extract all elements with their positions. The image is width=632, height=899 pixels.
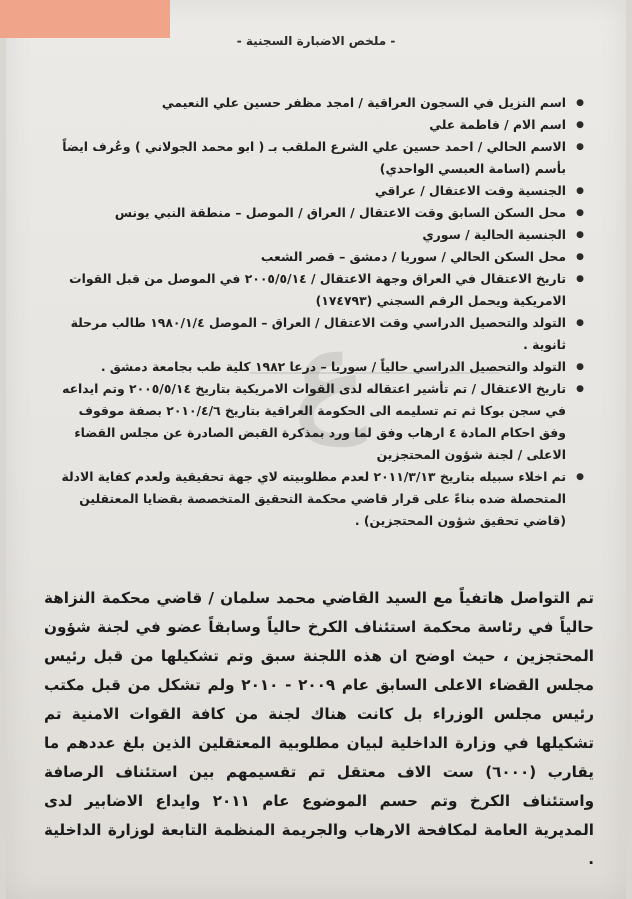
list-item-release: ● تم اخلاء سبيله بتاريخ ٢٠١١/٣/١٣ لعدم مطلوبيته لاي جهة تحقيقية ولعدم كفاية الادلة المتحصلة ضده بناءً على قرار قاضي محكمة التحقيق المتخصصة بقضايا المعتقلين (قاضي تحقيق شؤون المحتجزين) . [48, 466, 584, 532]
list-item-mother-name: ● اسم الام / فاطمة علي [48, 114, 584, 136]
document-title: - ملخص الاضبارة السجنية - [236, 34, 396, 48]
watermark-logo: ع [294, 304, 366, 445]
list-item-birth-at-arrest: ● التولد والتحصيل الدراسي وقت الاعتقال / العراق – الموصل ١٩٨٠/١/٤ طالب مرحلة ثانوية . [48, 312, 584, 356]
list-item-detention-history: ● تاريخ الاعتقال / تم تأشير اعتقاله لدى القوات الامريكية بتاريخ ٢٠٠٥/٥/١٤ وتم ايداعه في سجن بوكا ثم تم تسليمه الى الحكومة العراقية بتاريخ ٢٠١٠/٤/٦ بصفة موقوف وفق احكام المادة ٤ ارهاب وفق لما ورد بمذكرة القبض الصادرة عن مجلس القضاء الاعلى / لجنة شؤون المحتجزين [48, 378, 584, 466]
list-item-birth-current: ● التولد والتحصيل الدراسي حالياً / سوريا – درعا ١٩٨٢ كلية طب بجامعة دمشق . [48, 356, 584, 378]
list-item-nationality-at-arrest: ● الجنسية وقت الاعتقال / عراقي [48, 180, 584, 202]
list-item-current-residence: ● محل السكن الحالي / سوريا / دمشق – قصر الشعب [48, 246, 584, 268]
closing-paragraph: تم التواصل هاتفياً مع السيد القاضي محمد سلمان / قاضي محكمة النزاهة حالياً في رئاسة محكمة استئناف الكرخ حالياً وسابقاً عضو في لجنة شؤون المحتجزين ، حيث اوضح ان هذه اللجنة سبق وتم تشكيلها من قبل رئيس مجلس القضاء الاعلى السابق عام ٢٠٠٩ - ٢٠١٠ ولم تشكل من قبل مكتب رئيس مجلس الوزراء بل كانت هناك لجنة من كافة القوات الامنية تم تشكيلها في وزارة الداخلية لبيان مطلوبية المعتقلين الذين بلغ عددهم ما يقارب (٦٠٠٠) ست الاف معتقل تم تقسيمهم بين استئناف الرصافة واستئناف الكرخ وتم حسم الموضوع عام ٢٠١١ وايداع الاضابير لدى المديرية العامة لمكافحة الارهاب والجريمة المنظمة التابعة لوزارة الداخلية . [44, 589, 595, 868]
list-item-current-nationality: ● الجنسية الحالية / سوري [48, 224, 584, 246]
paper-corner-tab [0, 0, 170, 38]
list-item-inmate-name: ● اسم النزيل في السجون العراقية / امجد مظفر حسين علي النعيمي [48, 92, 584, 114]
list-item-arrest-date: ● تاريخ الاعتقال في العراق وجهة الاعتقال / ٢٠٠٥/٥/١٤ في الموصل من قبل القوات الامريكية ويحمل الرقم السجني (١٧٤٧٩٣) [48, 268, 584, 312]
summary-list [48, 92, 584, 532]
list-item-previous-residence: ● محل السكن السابق وقت الاعتقال / العراق / الموصل – منطقة النبي يونس [48, 202, 584, 224]
list-item-current-name: ● الاسم الحالي / احمد حسين علي الشرع الملقب بـ ( ابو محمد الجولاني ) وعُرف ايضاً بأسم (اسامة العبسي الواحدي) [48, 136, 584, 180]
